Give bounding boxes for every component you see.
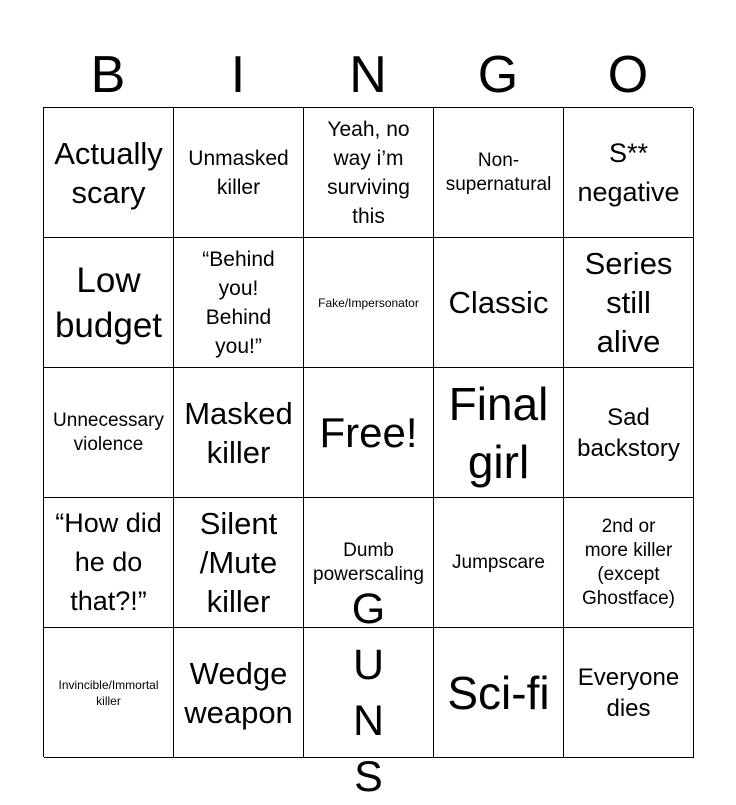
bingo-cell-r2c4[interactable]	[434, 238, 564, 368]
header-letter-i: I	[230, 46, 246, 104]
bingo-cell-r1c3[interactable]	[304, 108, 434, 238]
cell-text: Invincible/Immortal killer	[58, 677, 159, 708]
cell-text: Unmasked killer	[188, 146, 289, 199]
bingo-cell-r2c2[interactable]	[174, 238, 304, 368]
bingo-cell-r5c5[interactable]	[564, 628, 694, 758]
cell-text: “How did he do that?!”	[55, 508, 162, 616]
header-letter-b: B	[90, 46, 126, 104]
bingo-cell-r1c5[interactable]	[564, 108, 694, 238]
bingo-cell-r3c2[interactable]	[174, 368, 304, 498]
bingo-cell-free[interactable]	[304, 368, 434, 498]
bingo-cell-r3c5[interactable]	[564, 368, 694, 498]
cell-text: Everyone dies	[577, 663, 680, 722]
bingo-cell-r5c3[interactable]	[304, 584, 434, 801]
cell-text: S** negative	[577, 137, 680, 207]
header-letter-o: O	[607, 46, 649, 104]
cell-text: Classic	[448, 285, 549, 320]
bingo-cell-r1c4[interactable]	[434, 108, 564, 238]
cell-text: Yeah, no way i’m surviving this	[327, 117, 410, 228]
cell-text: Series still alive	[584, 246, 673, 359]
cell-text: Jumpscare	[452, 551, 545, 573]
bingo-cell-r4c2[interactable]	[174, 498, 304, 628]
cell-text: Sad backstory	[577, 403, 680, 462]
bingo-cell-r2c1[interactable]	[44, 238, 174, 368]
cell-text: Fake/Impersonator	[318, 295, 419, 310]
header-letter-g: G	[477, 46, 519, 104]
bingo-cell-r4c1[interactable]	[44, 498, 174, 628]
bingo-cell-r5c4[interactable]	[434, 628, 564, 758]
cell-text: Unnecessary violence	[53, 409, 164, 455]
bingo-cell-r4c5[interactable]	[564, 498, 694, 628]
cell-text: Final girl	[448, 377, 549, 488]
bingo-cell-r5c1[interactable]	[44, 628, 174, 758]
bingo-header	[43, 44, 693, 106]
cell-text: Non- supernatural	[445, 149, 552, 195]
cell-text: Actually scary	[54, 135, 163, 210]
bingo-cell-r3c4[interactable]	[434, 368, 564, 498]
cell-text: Wedge weapon	[184, 655, 293, 730]
bingo-cell-r2c5[interactable]	[564, 238, 694, 368]
bingo-cell-r1c1[interactable]	[44, 108, 174, 238]
bingo-cell-r1c2[interactable]	[174, 108, 304, 238]
cell-text: Masked killer	[184, 395, 293, 470]
bingo-cell-r2c3[interactable]	[304, 238, 434, 368]
header-letter-n: N	[349, 46, 387, 104]
bingo-cell-r5c2[interactable]	[174, 628, 304, 758]
cell-text: Silent /Mute killer	[199, 506, 278, 619]
bingo-cell-r4c4[interactable]	[434, 498, 564, 628]
cell-text: Sci-fi	[447, 666, 550, 719]
cell-text: Low budget	[54, 260, 163, 345]
cell-text: “Behind you! Behind you!”	[202, 247, 275, 358]
cell-text: Dumb powerscaling	[313, 539, 424, 585]
free-space-text: Free!	[319, 408, 418, 456]
bingo-grid	[43, 107, 693, 801]
cell-text: G U N S	[351, 584, 400, 801]
bingo-cell-r3c1[interactable]	[44, 368, 174, 498]
cell-text: 2nd or more killer (except Ghostface)	[582, 515, 675, 609]
